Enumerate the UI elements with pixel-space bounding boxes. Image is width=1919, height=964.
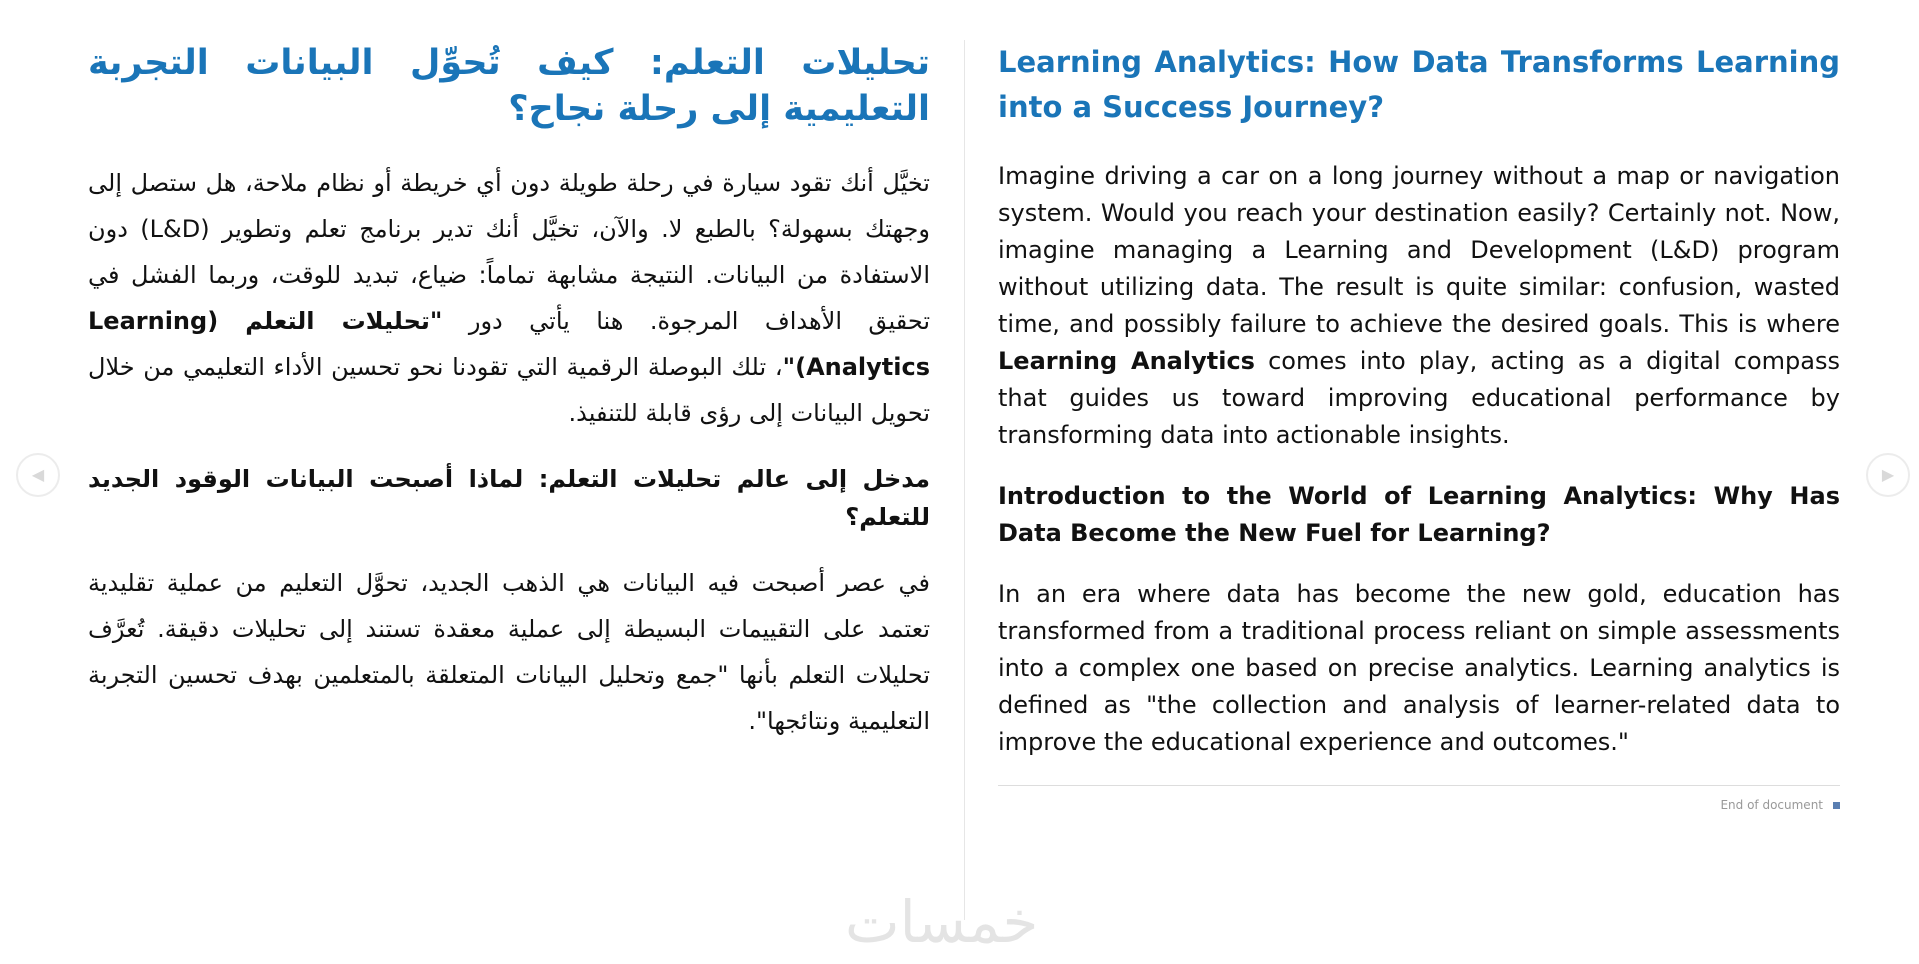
end-of-document-label: End of document (1720, 798, 1823, 812)
chevron-left-icon: ◀ (31, 465, 45, 484)
arabic-intro-paragraph (88, 160, 930, 436)
next-page-button[interactable] (1866, 453, 1910, 497)
english-column (998, 40, 1840, 812)
column-divider (964, 40, 965, 920)
arabic-intro-text-b: ، تلك البوصلة الرقمية التي تقودنا نحو تحسين الأداء التعليمي من خلال تحويل البيانات إلى رؤى قابلة للتنفيذ. (88, 353, 930, 427)
english-title: Learning Analytics: How Data Transforms Learning into a Success Journey? (998, 45, 1840, 124)
english-intro-bold: Learning Analytics (998, 347, 1255, 375)
khamsat-logo: خمسات (845, 888, 1039, 956)
arabic-column (88, 40, 930, 768)
arabic-intro-bold: "تحليلات التعلم (Learning Analytics)" (88, 307, 930, 381)
end-square-icon (1833, 802, 1840, 809)
arabic-title: تحليلات التعلم: كيف تُحوِّل البيانات التجربة التعليمية إلى رحلة نجاح؟ (88, 43, 930, 129)
arabic-intro-text-a: تخيَّل أنك تقود سيارة في رحلة طويلة دون أي خريطة أو نظام ملاحة، هل ستصل إلى وجهتك بسهولة؟ بالطبع لا. والآن، تخيَّل أنك تدير برنامج تعلم وتطوير (L&D) دون الاستفادة من البيانات. النتيجة مشابهة تماماً: ضياع، تبديد للوقت، وربما الفشل في تحقيق الأهداف المرجوة. هنا يأتي دور (88, 169, 931, 335)
arabic-section-heading: مدخل إلى عالم تحليلات التعلم: لماذا أصبحت البيانات الوقود الجديد للتعلم؟ (88, 465, 930, 531)
english-section-paragraph: In an era where data has become the new gold, education has transformed from a traditional process reliant on simple assessments into a complex one based on precise analytics. Learning analytics is defined as "the collection and analysis of learner-related data to improve the educational experience and outcomes." (998, 580, 1840, 756)
end-of-document-marker (998, 785, 1840, 812)
arabic-section-paragraph: في عصر أصبحت فيه البيانات هي الذهب الجديد، تحوَّل التعليم من عملية تقليدية تعتمد على التقييمات البسيطة إلى عملية معقدة تستند إلى تحليلات دقيقة. تُعرَّف تحليلات التعلم بأنها "جمع وتحليل البيانات المتعلقة بالمتعلمين بهدف تحسين التجربة التعليمية ونتائجها". (88, 569, 930, 735)
english-section-heading: Introduction to the World of Learning Analytics: Why Has Data Become the New Fuel for Learning? (998, 482, 1840, 547)
english-intro-text-a: Imagine driving a car on a long journey without a map or navigation system. Would you reach your destination easily? Certainly not. Now, imagine managing a Learning and Development (L&D) program without utilizing data. The result is quite similar: confusion, wasted time, and possibly failure to achieve the desired goals. This is where (998, 162, 1840, 338)
previous-page-button[interactable] (16, 453, 60, 497)
chevron-right-icon: ▶ (1881, 465, 1895, 484)
english-intro-text-b: comes into play, acting as a digital compass that guides us toward improving educational performance by transforming data into actionable insights. (998, 347, 1840, 449)
english-intro-paragraph (998, 158, 1840, 454)
